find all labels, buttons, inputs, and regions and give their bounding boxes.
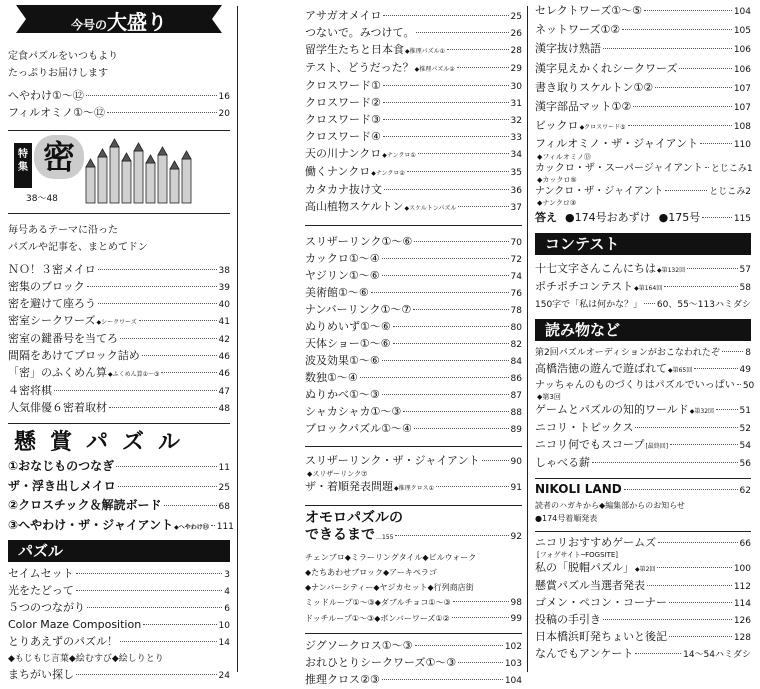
list-item-note: ◆ナンクロ③ <box>537 199 577 208</box>
list-item[interactable]: しゃべる薪 56 <box>535 456 751 470</box>
list-item[interactable]: 間隔をあけてブロック詰め 46 <box>8 349 230 362</box>
special-desc-2: パズルや記事を、まとめてドン <box>8 242 148 253</box>
col3-bottom-list <box>535 536 751 663</box>
list-item[interactable]: 「密」のふくめん算 ◆ふくめん算①〜③ 46 <box>8 366 230 379</box>
list-item[interactable]: カックロ・ザ・スーパージャイアント とじこみ1 <box>535 163 753 175</box>
special-list <box>8 262 230 417</box>
list-item[interactable]: おれひとりシークワーズ①〜③ 103 <box>305 656 522 669</box>
list-item[interactable]: ザ・着順発表問題 ◆推理クロス① 91 <box>305 480 522 493</box>
list-item[interactable]: クロスワード③ 32 <box>305 113 522 126</box>
list-item[interactable]: ナッちゃんのものづくりはパズルでいっぱい 50 <box>535 380 755 392</box>
col2-bottom-list <box>305 638 522 689</box>
list-item[interactable]: ４密将棋 47 <box>8 384 230 397</box>
list-item[interactable]: ＮＯ！３密メイロ 38 <box>8 263 230 276</box>
special-tag: 特集 <box>14 143 32 188</box>
list-item[interactable]: NIKOLI LAND 62 <box>535 482 751 497</box>
list-item[interactable]: ゲームとパズルの知的ワールド ◆第32回 51 <box>535 403 751 417</box>
list-item[interactable]: へやわけ①〜⑫ 16 <box>8 89 230 102</box>
list-item[interactable]: フィルオミノ・ザ・ジャイアント 110 <box>535 137 751 151</box>
list-item[interactable]: ゴメン・ペコン・コーナー 114 <box>535 596 751 610</box>
list-item[interactable]: ニコリ何でもスコープ [最終回] 54 <box>535 438 751 452</box>
list-item[interactable]: Color Maze Composition 10 <box>8 618 230 631</box>
omoro-title-row[interactable]: できるまで …155 92 <box>305 527 522 543</box>
list-item[interactable]: 天の川ナンクロ ◆ナンクロ① 34 <box>305 147 522 160</box>
list-item-note: ◆カックロ⑤ <box>537 176 577 185</box>
list-item[interactable]: 書き取りスケルトン①② 107 <box>535 80 751 94</box>
contest-list <box>535 261 751 313</box>
special-pages: 38〜48 <box>26 194 58 204</box>
list-item[interactable]: ③へやわけ・ザ・ジャイアント ◆へやわけ⑬ 111 <box>8 517 234 532</box>
reading-list <box>535 345 755 472</box>
list-item[interactable]: ぬりめいず①〜⑥ 80 <box>305 320 522 333</box>
list-item[interactable]: 漢字部品マット①② 107 <box>535 100 751 114</box>
puzzle-heading: パズル <box>8 540 230 562</box>
banner <box>8 0 230 38</box>
list-item[interactable]: ポチポチコンテスト ◆第164回 58 <box>535 280 751 294</box>
list-item[interactable]: まちがい探し 24 <box>8 668 230 681</box>
list-item[interactable]: クロスワード② 31 <box>305 96 522 109</box>
list-item[interactable]: 懸賞パズル当選者発表 112 <box>535 579 751 593</box>
list-item[interactable]: 美術館①〜⑥ 76 <box>305 286 522 299</box>
list-item[interactable]: セレクトワーズ①〜⑤ 104 <box>535 4 751 17</box>
list-item[interactable]: ザ・浮き出しメイロ 25 <box>8 478 230 493</box>
list-item[interactable]: 漢字抜け熟語 106 <box>535 42 751 56</box>
list-item[interactable]: カタカナ抜け文 36 <box>305 183 522 196</box>
omoro-line: ◆たちあわせブロック◆アーキペラゴ <box>305 568 437 577</box>
prize-list <box>8 458 234 536</box>
omoro-title-2: できるまで <box>305 527 375 543</box>
omoro-line: ◆ナンバーシティー◆ヤジカセット◆行列商店街 <box>305 583 474 592</box>
list-item[interactable]: スリザーリンク・ザ・ジャイアント 90 <box>305 454 522 467</box>
list-item[interactable]: セイムセット 3 <box>8 567 230 580</box>
prize-heading: 懸賞パズル <box>14 430 195 455</box>
list-item[interactable]: 推理クロス②③ 104 <box>305 673 522 686</box>
list-item[interactable]: ５つのつながり 6 <box>8 601 230 614</box>
col3-top-list <box>535 2 751 227</box>
list-item[interactable]: 私の「脱帽パズル」 ◆第2回 100 <box>535 561 751 575</box>
list-item[interactable]: ②クロスチック＆解読ボード 68 <box>8 498 230 512</box>
list-item[interactable]: 投稿の手引き 126 <box>535 613 751 627</box>
list-item[interactable]: ヤジリン①〜⑥ 74 <box>305 269 522 282</box>
list-item[interactable]: シャカシャカ①〜③ 88 <box>305 405 522 418</box>
reading-heading: 読み物など <box>535 319 751 341</box>
list-item[interactable]: ①おなじものつなぎ 11 <box>8 459 230 473</box>
pencils-illustration <box>80 133 210 213</box>
list-item[interactable]: 数独①〜④ 86 <box>305 371 522 384</box>
list-item[interactable]: ビックロ ◆クロスワード⑤ 108 <box>535 119 751 133</box>
col2-giant-list <box>305 453 522 497</box>
list-item[interactable]: 波及効果①〜⑥ 84 <box>305 354 522 367</box>
contest-heading: コンテスト <box>535 233 751 255</box>
col2-top-list <box>305 8 522 217</box>
col2-mid-list <box>305 234 522 438</box>
list-item[interactable]: 密室シークワーズ ◆シークワーズ 41 <box>8 314 230 327</box>
list-item[interactable]: クロスワード④ 33 <box>305 130 522 143</box>
list-item[interactable]: 日本橋浜町発ちょいと後記 128 <box>535 630 751 644</box>
special-feature <box>8 131 230 213</box>
list-item[interactable]: 働くナンクロ ◆ナンクロ② 35 <box>305 165 522 178</box>
list-item[interactable]: 人気俳優６密着取材 48 <box>8 401 230 414</box>
list-item[interactable]: ミッドループ①〜③◆ダブルチョコ①〜③ 98 <box>305 598 522 608</box>
intro-list <box>8 88 230 122</box>
puzzle-list <box>8 566 230 684</box>
list-item-note: ◆スリザーリンク⑦ <box>307 470 368 478</box>
list-item-note: ◆フィルオミノ⑬ <box>537 153 591 162</box>
list-item[interactable]: なんでもアンケート 14〜54ハミダシ <box>535 647 751 661</box>
list-item[interactable]: ブロックパズル①〜④ 89 <box>305 422 522 435</box>
banner-main: 大盛り <box>107 10 167 34</box>
puzzle-extra: ◆もじもじ言葉◆絵むすび◆絵しりとり <box>8 654 164 664</box>
intro-line-2: たっぷりお届けします <box>8 68 108 79</box>
list-item[interactable]: 留学生たちと日本食 ◆推理パズル① 28 <box>305 43 522 56</box>
banner-prefix: 今号の <box>70 18 107 32</box>
list-item[interactable]: ナンクロ・ザ・ジャイアント とじこみ2 <box>535 186 751 198</box>
list-item[interactable]: テスト、どうだった？ ◆推理パズル② 29 <box>305 61 522 74</box>
list-item[interactable]: スリザーリンク①〜⑥ 70 <box>305 235 522 248</box>
list-item[interactable]: 十七文字さんこんにちは ◆第132回 57 <box>535 262 751 276</box>
list-item[interactable]: ネットワーズ①② 105 <box>535 23 751 37</box>
list-item[interactable]: 密集のブロック 39 <box>8 280 230 293</box>
intro-line-1: 定食パズルをいつもより <box>8 51 118 62</box>
list-item-note: ◆第3回 <box>537 393 561 402</box>
list-item[interactable]: ぬりかべ①〜③ 87 <box>305 388 522 401</box>
list-item[interactable]: つないで。みつけて。 26 <box>305 26 522 39</box>
list-item[interactable]: ジグソークロス①〜③ 102 <box>305 639 522 652</box>
omoro-section <box>305 510 522 627</box>
omoro-title-1: オモロパズルの <box>305 510 403 526</box>
special-kanji: 密 <box>34 135 84 179</box>
toc-column-1 <box>8 0 234 684</box>
list-item[interactable]: 第2回パズルオーディションがおこなわれたぞ 8 <box>535 348 751 359</box>
list-item[interactable]: 天体ショー①〜⑥ 82 <box>305 337 522 350</box>
toc-column-3 <box>535 0 755 663</box>
toc-column-2 <box>305 0 522 689</box>
list-item[interactable]: ドッチループ①〜③◆ボンバーワーズ①② 99 <box>305 614 522 624</box>
column-divider-2 <box>527 6 528 672</box>
omoro-line: チェンブロ◆ミラーリングタイル◆ビルウォーク <box>305 553 477 562</box>
land-line: ●174号着順発表 <box>535 514 598 524</box>
list-item-note: [フォグサイト─FOGSITE] <box>537 551 619 560</box>
special-desc-1: 毎号あるテーマに沿った <box>8 225 118 236</box>
list-item[interactable]: アサガオメイロ 25 <box>305 9 522 22</box>
list-item[interactable]: ナンバーリンク①〜⑦ 78 <box>305 303 522 316</box>
list-item[interactable]: 高橋浩徳の遊んで遊ばれて ◆第65回 49 <box>535 362 751 376</box>
land-line: 読者のハガキから◆編集部からのお知らせ <box>535 501 685 511</box>
list-item[interactable]: 密を避けて座ろう 40 <box>8 297 230 310</box>
nikoli-land <box>535 481 751 525</box>
list-item[interactable]: ニコリ・トピックス 52 <box>535 421 751 435</box>
list-item[interactable]: とりあえずのパズル！ 14 <box>8 635 230 648</box>
list-item[interactable]: カックロ①〜④ 72 <box>305 252 522 265</box>
list-item[interactable]: 漢字見えかくれシークワーズ 106 <box>535 61 751 75</box>
list-item[interactable]: クロスワード① 30 <box>305 79 522 92</box>
list-item[interactable]: 密室の鍵番号を当てろ 42 <box>8 332 230 345</box>
list-item[interactable]: フィルオミノ①〜⑫ 20 <box>8 106 230 119</box>
list-item[interactable]: 光をたどって 4 <box>8 584 230 597</box>
list-item[interactable]: 高山植物スケルトン ◆スケルトンパズル 37 <box>305 200 522 213</box>
list-item[interactable]: ニコリおすすめゲームズ 66 <box>535 536 751 550</box>
answers-row[interactable]: 答え ●174号おあずけ ●175号 115 <box>535 211 751 225</box>
column-divider-1 <box>237 6 238 672</box>
list-item[interactable]: 150字で「私は何かな？」 60、55〜113ハミダシ <box>535 300 751 311</box>
